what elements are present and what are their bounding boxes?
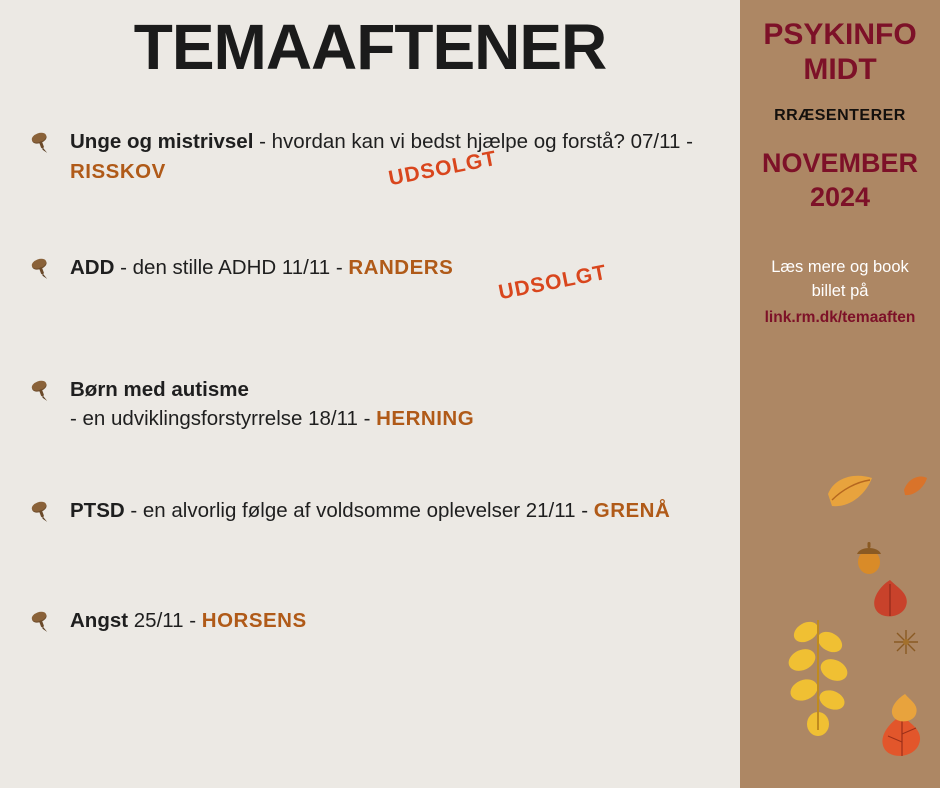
seedpod-icon [892,628,920,656]
readmore-text [740,255,940,330]
event-list [0,127,740,658]
event-text [70,375,740,434]
brand-name [740,18,940,87]
pushpin-icon [28,498,56,526]
readmore-line-2: billet på [811,282,869,301]
event-detail: - den stille ADHD 11/11 - [114,255,349,279]
leaf-icon [888,692,922,726]
event-detail: - en alvorlig følge af voldsomme oplevelser 21/11 - [124,499,594,523]
status-badge: UDSOLGT [496,260,609,304]
page-title: TEMAAFTENER [133,11,607,83]
pushpin-icon [28,608,56,636]
event-title: Børn med autisme [70,377,249,401]
event-city: RANDERS [348,255,454,279]
event-title: ADD [70,255,115,279]
brand-line-1: PSYKINFO [763,18,917,51]
leaf-icon [868,578,912,622]
event-city: HORSENS [201,609,307,633]
year-label: 2024 [809,181,871,212]
event-city: GRENÅ [593,499,671,523]
list-item [28,496,740,548]
event-detail: - hvordan kan vi bedst hjælpe og forstå? 07/11 - [253,130,693,154]
leaf-icon [820,468,880,514]
sidebar [740,0,940,788]
event-text [70,496,740,526]
brand-line-2: MIDT [803,52,877,86]
event-detail: - en udviklingsforstyrrelse 18/11 - [70,407,377,431]
month-label: NOVEMBER [761,148,918,178]
event-title: PTSD [70,499,125,523]
event-detail: 25/11 - [128,609,202,633]
list-item [28,375,740,434]
pushpin-icon [28,129,56,157]
event-city: HERNING [376,407,475,431]
event-text [70,253,740,283]
acorn-icon [852,540,886,576]
pushpin-icon [28,255,56,283]
event-city: RISSKOV [70,159,166,183]
event-text [70,606,740,636]
presents-label: RRÆSENTERER [774,107,906,124]
readmore-line-1: Læs mere og book [771,257,909,276]
event-title: Angst [70,609,129,633]
event-title: Unge og mistrivsel [70,130,254,154]
pushpin-icon [28,377,56,405]
list-item [28,606,740,658]
leaf-icon [776,612,862,742]
booking-link[interactable]: link.rm.dk/temaaften [764,309,916,326]
leaf-icon [900,470,930,500]
status-badge: UDSOLGT [386,146,499,191]
list-item [28,253,740,305]
month-year [740,147,940,215]
list-item [28,127,740,191]
